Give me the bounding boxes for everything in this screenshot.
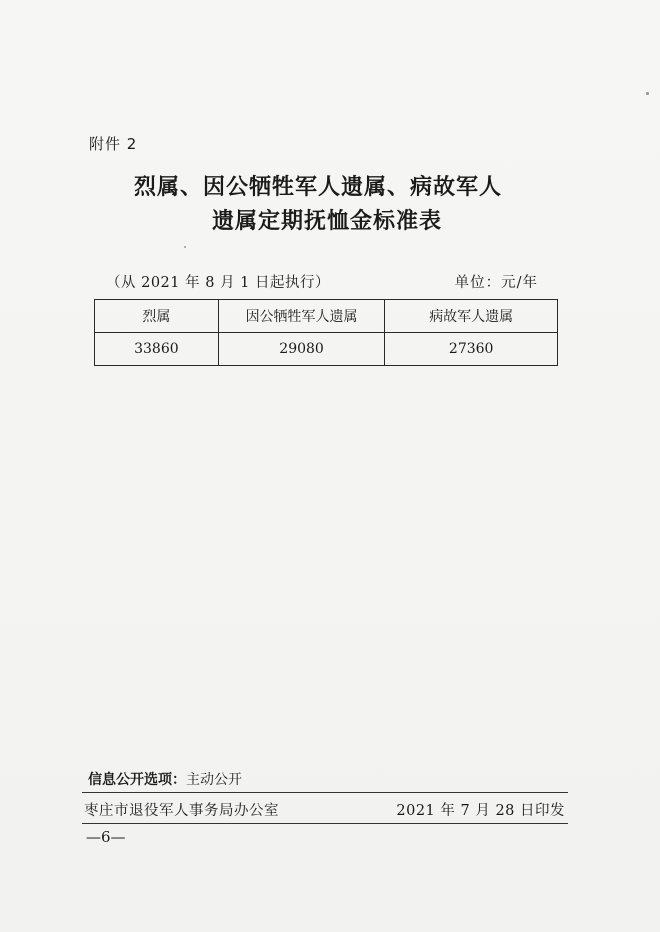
issuer-name: 枣庄市退役军人事务局办公室 [84, 803, 279, 819]
header-duty-death-family: 因公牺牲军人遗属 [218, 300, 385, 333]
table-row [95, 333, 558, 366]
footer-rule-top [82, 792, 568, 793]
header-martyr-family: 烈属 [95, 300, 219, 333]
disclosure-label: 信息公开选项： [88, 772, 186, 788]
header-illness-death-family: 病故军人遗属 [385, 300, 558, 333]
attachment-label: 附件 2 [89, 135, 138, 153]
page-number: —6— [86, 828, 126, 846]
table-meta-row [96, 271, 556, 293]
effective-date-note: （从 2021 年 8 月 1 日起执行） [106, 275, 331, 291]
scan-speck [184, 246, 186, 248]
document-title-line-2: 遗属定期抚恤金标准表 [211, 208, 442, 234]
pension-standard-table [94, 299, 558, 366]
value-martyr-family: 33860 [95, 333, 219, 366]
disclosure-line [88, 769, 572, 789]
scan-speck [646, 92, 649, 95]
value-duty-death-family: 29080 [218, 333, 385, 366]
document-title-line-1: 烈属、因公牺牲军人遗属、病故军人 [133, 174, 502, 200]
unit-note: 单位：元/年 [454, 275, 538, 291]
issue-date: 2021 年 7 月 28 日印发 [396, 803, 565, 819]
footer-rule-bottom [82, 823, 568, 824]
disclosure-value: 主动公开 [186, 772, 242, 788]
table-header-row [95, 300, 558, 333]
value-illness-death-family: 27360 [385, 333, 558, 366]
